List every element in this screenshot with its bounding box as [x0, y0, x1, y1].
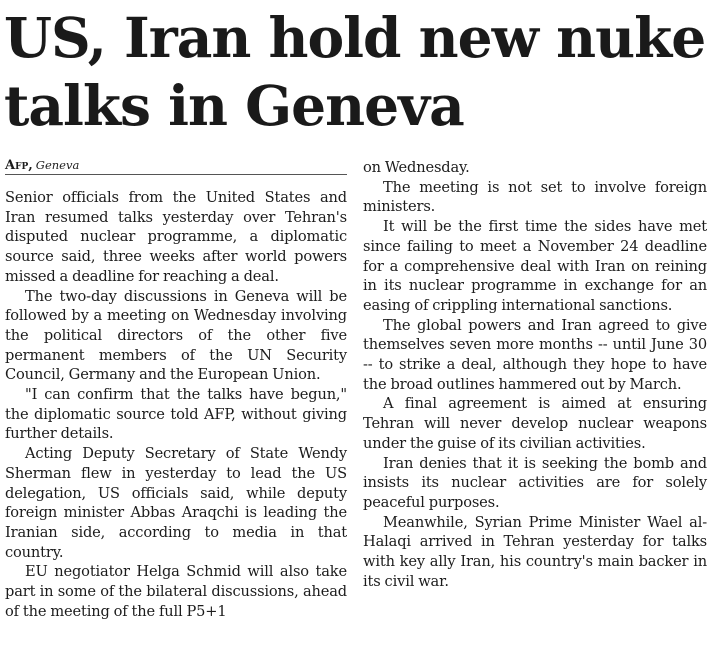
paragraph: Meanwhile, Syrian Prime Minister Wael al-Halaqi arrived in Tehran yesterday for talks with key ally Iran, his country's main backer in its civil war. — [363, 513, 707, 590]
byline-agency: Afp, — [5, 158, 33, 173]
left-column — [5, 188, 347, 621]
paragraph: Acting Deputy Secretary of State Wendy Sherman flew in yesterday to lead the US delegation, US officials said, while deputy foreign minister Abbas Araqchi is leading the Iranian side, according to media in that country. — [5, 445, 347, 561]
paragraph: The global powers and Iran agreed to give themselves seven more months -- until June 30 -- to strike a deal, although they hope to have the broad outlines hammered out by March. — [363, 316, 707, 393]
paragraph: The two-day discussions in Geneva will be followed by a meeting on Wednesday involving the political directors of the other five permanent members of the UN Security Council, Germany and the European Union. — [5, 287, 347, 384]
byline-dateline: Geneva — [35, 158, 80, 172]
right-column — [363, 158, 707, 591]
paragraph: Senior officials from the United States and Iran resumed talks yesterday over Tehran's disputed nuclear programme, a diplomatic source said, three weeks after world powers missed a deadline for reaching a deal. — [5, 189, 347, 285]
paragraph: "I can confirm that the talks have begun," the diplomatic source told AFP, without giving further details. — [5, 386, 347, 443]
byline — [5, 156, 347, 175]
paragraph: It will be the first time the sides have met since failing to meet a November 24 deadline for a comprehensive deal with Iran on reining in its nuclear programme in exchange for an easing of crippling international sanctions. — [363, 218, 707, 314]
paragraph: A final agreement is aimed at ensuring Tehran will never develop nuclear weapons under the guise of its civilian activities. — [363, 395, 707, 452]
paragraph: on Wednesday. — [363, 159, 470, 176]
paragraph: EU negotiator Helga Schmid will also take part in some of the bilateral discussions, ahead of the meeting of the full P5+1 — [5, 563, 347, 620]
paragraph: Iran denies that it is seeking the bomb and insists its nuclear activities are for solely peaceful purposes. — [363, 454, 707, 511]
paragraph: The meeting is not set to involve foreign ministers. — [363, 178, 707, 216]
headline: US, Iran hold new nuke talks in Geneva — [4, 5, 706, 138]
